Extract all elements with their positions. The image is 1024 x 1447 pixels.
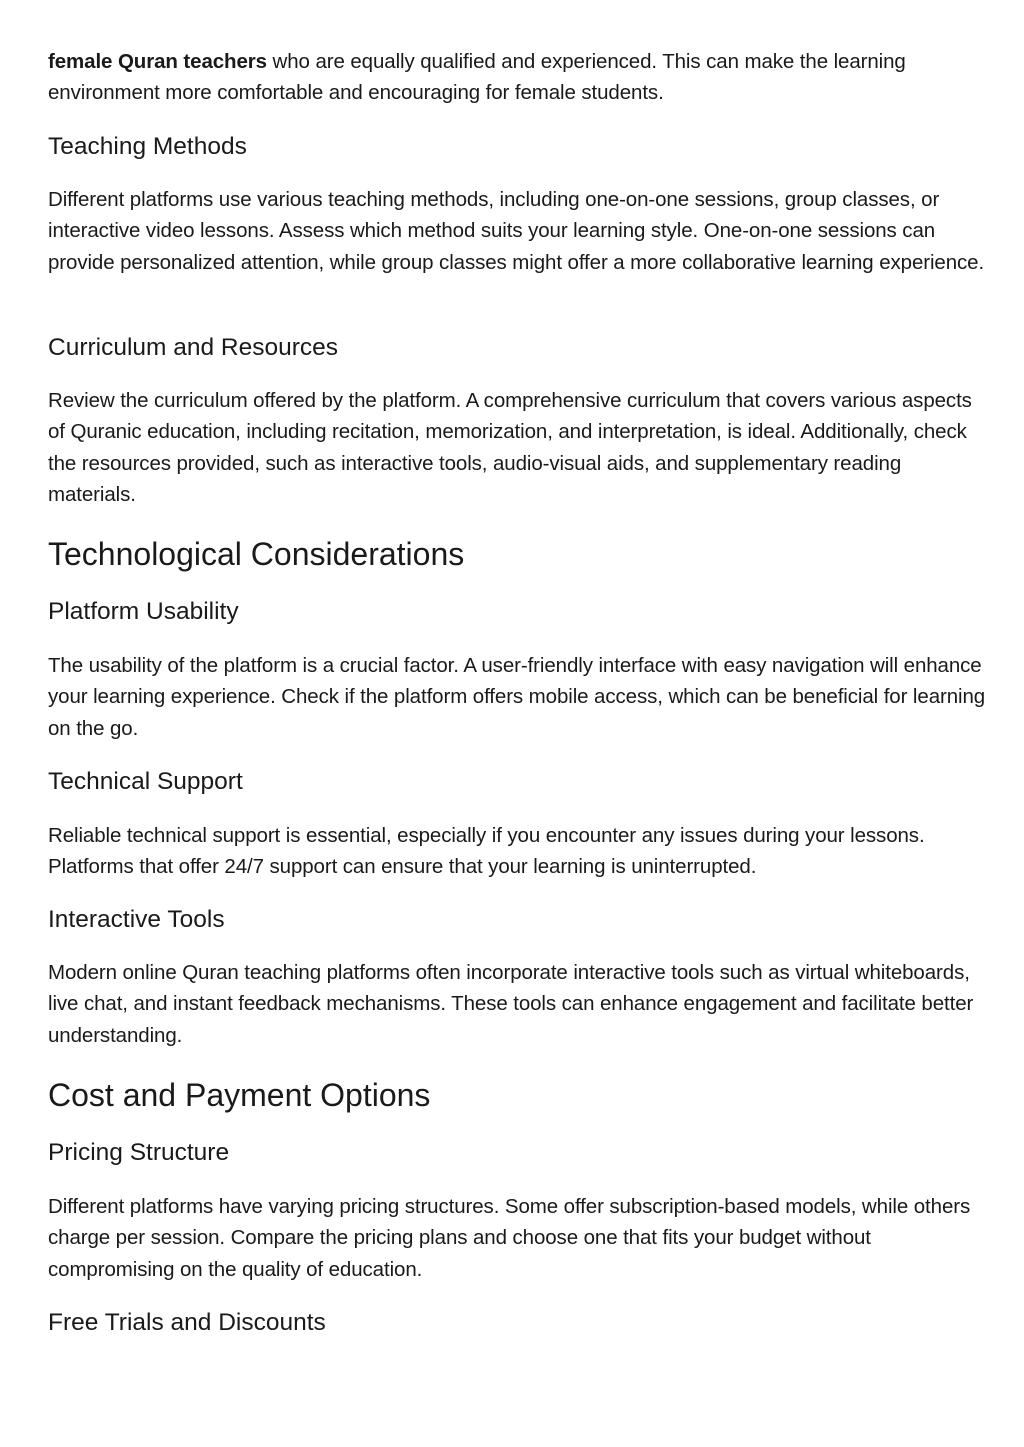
intro-bold-lead: female Quran teachers (48, 50, 267, 73)
pricing-structure-paragraph: Different platforms have varying pricing structures. Some offer subscription-based models, while others charge per session. Compare the pricing plans and choose one that fits your budget without compromising on the quality of education. (48, 1195, 971, 1281)
interactive-tools-paragraph: Modern online Quran teaching platforms often incorporate interactive tools such as virtual whiteboards, live chat, and instant feedback mechanisms. These tools can enhance engagement and facilitate better understanding. (48, 961, 974, 1047)
cost-payment-heading: Cost and Payment Options (48, 1077, 431, 1113)
curriculum-heading: Curriculum and Resources (48, 334, 339, 361)
technological-considerations-heading: Technological Considerations (48, 536, 465, 572)
curriculum-paragraph: Review the curriculum offered by the platform. A comprehensive curriculum that covers various aspects of Quranic education, including recitation, memorization, and interpretation, is ideal. Additionally, check the resources provided, such as interactive tools, audio-visual aids, and supplementary reading materials. (48, 389, 972, 506)
teaching-methods-heading: Teaching Methods (48, 133, 247, 160)
technical-support-heading: Technical Support (48, 768, 243, 795)
free-trials-heading: Free Trials and Discounts (48, 1309, 326, 1336)
technical-support-paragraph: Reliable technical support is essential, especially if you encounter any issues during your lessons. Platforms that offer 24/7 support can ensure that your learning is uninterrupted. (48, 824, 925, 879)
pricing-structure-heading: Pricing Structure (48, 1139, 230, 1166)
platform-usability-heading: Platform Usability (48, 598, 239, 625)
teaching-methods-paragraph: Different platforms use various teaching methods, including one-on-one sessions, group classes, or interactive video lessons. Assess which method suits your learning style. One-on-one sessions can provide personalized attention, while group classes might offer a more collaborative learning experience. (48, 188, 985, 274)
platform-usability-paragraph: The usability of the platform is a crucial factor. A user-friendly interface with easy navigation will enhance your learning experience. Check if the platform offers mobile access, which can be beneficial for learning on the go. (48, 654, 986, 740)
intro-paragraph (48, 46, 988, 109)
interactive-tools-heading: Interactive Tools (48, 906, 225, 933)
intro-rest-text: who are equally qualified and experienced. This can make the learning environment more comfortable and encouraging for female students. (48, 50, 906, 105)
